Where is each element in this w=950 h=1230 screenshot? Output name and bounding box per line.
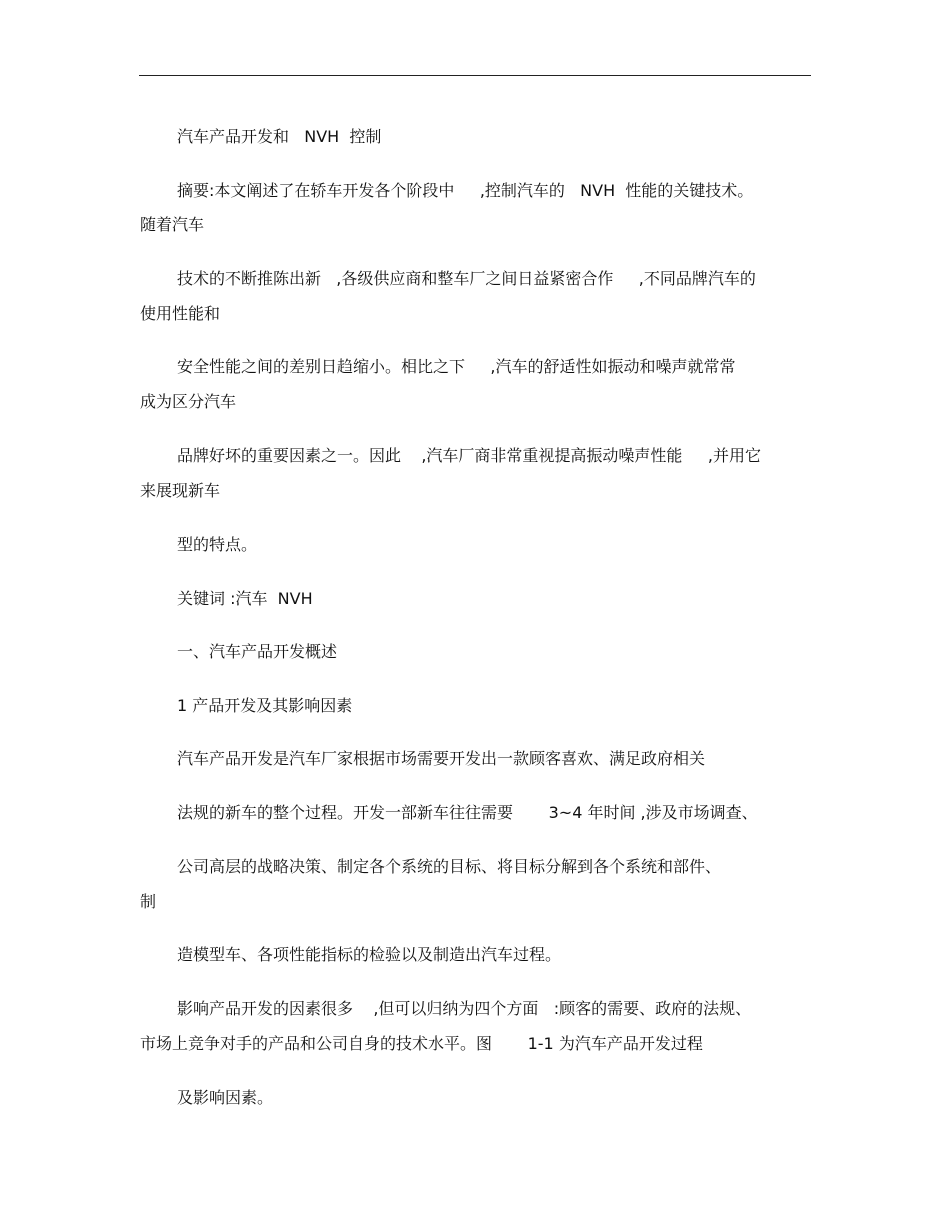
section-heading: 一、汽车产品开发概述 xyxy=(177,642,338,661)
body-line: 影响产品开发的因素很多 ,但可以归纳为四个方面 :顾客的需要、政府的法规、 xyxy=(177,999,752,1018)
body-line: 造模型车、各项性能指标的检验以及制造出汽车过程。 xyxy=(177,945,562,964)
abstract-line: 型的特点。 xyxy=(177,535,258,554)
abstract-line: 随着汽车 xyxy=(140,215,205,234)
abstract-line: 成为区分汽车 xyxy=(140,392,237,411)
header-rule xyxy=(139,75,811,76)
body-line: 汽车产品开发是汽车厂家根据市场需要开发出一款顾客喜欢、满足政府相关 xyxy=(177,749,706,768)
body-line: 法规的新车的整个过程。开发一部新车往往需要 3~4 年时间 ,涉及市场调查、 xyxy=(177,803,758,822)
abstract-line: 技术的不断推陈出新 ,各级供应商和整车厂之间日益紧密合作 ,不同品牌汽车的 xyxy=(177,269,756,288)
body-line: 公司高层的战略决策、制定各个系统的目标、将目标分解到各个系统和部件、 xyxy=(177,857,722,876)
body-line: 市场上竞争对手的产品和公司自身的技术水平。图 1-1 为汽车产品开发过程 xyxy=(140,1034,703,1053)
abstract-line: 使用性能和 xyxy=(140,304,221,323)
keywords-line: 关键词 :汽车 NVH xyxy=(177,589,313,608)
body-line: 制 xyxy=(140,892,157,911)
abstract-line: 安全性能之间的差别日趋缩小。相比之下 ,汽车的舒适性如振动和噪声就常常 xyxy=(177,357,736,376)
abstract-line: 来展现新车 xyxy=(140,481,221,500)
body-line: 及影响因素。 xyxy=(177,1088,274,1107)
abstract-line: 摘要:本文阐述了在轿车开发各个阶段中 ,控制汽车的 NVH 性能的关键技术。 xyxy=(177,181,754,200)
subsection-heading: 1 产品开发及其影响因素 xyxy=(177,696,353,715)
document-title: 汽车产品开发和 NVH 控制 xyxy=(177,127,382,146)
abstract-line: 品牌好坏的重要因素之一。因此 ,汽车厂商非常重视提高振动噪声性能 ,并用它 xyxy=(177,446,761,465)
